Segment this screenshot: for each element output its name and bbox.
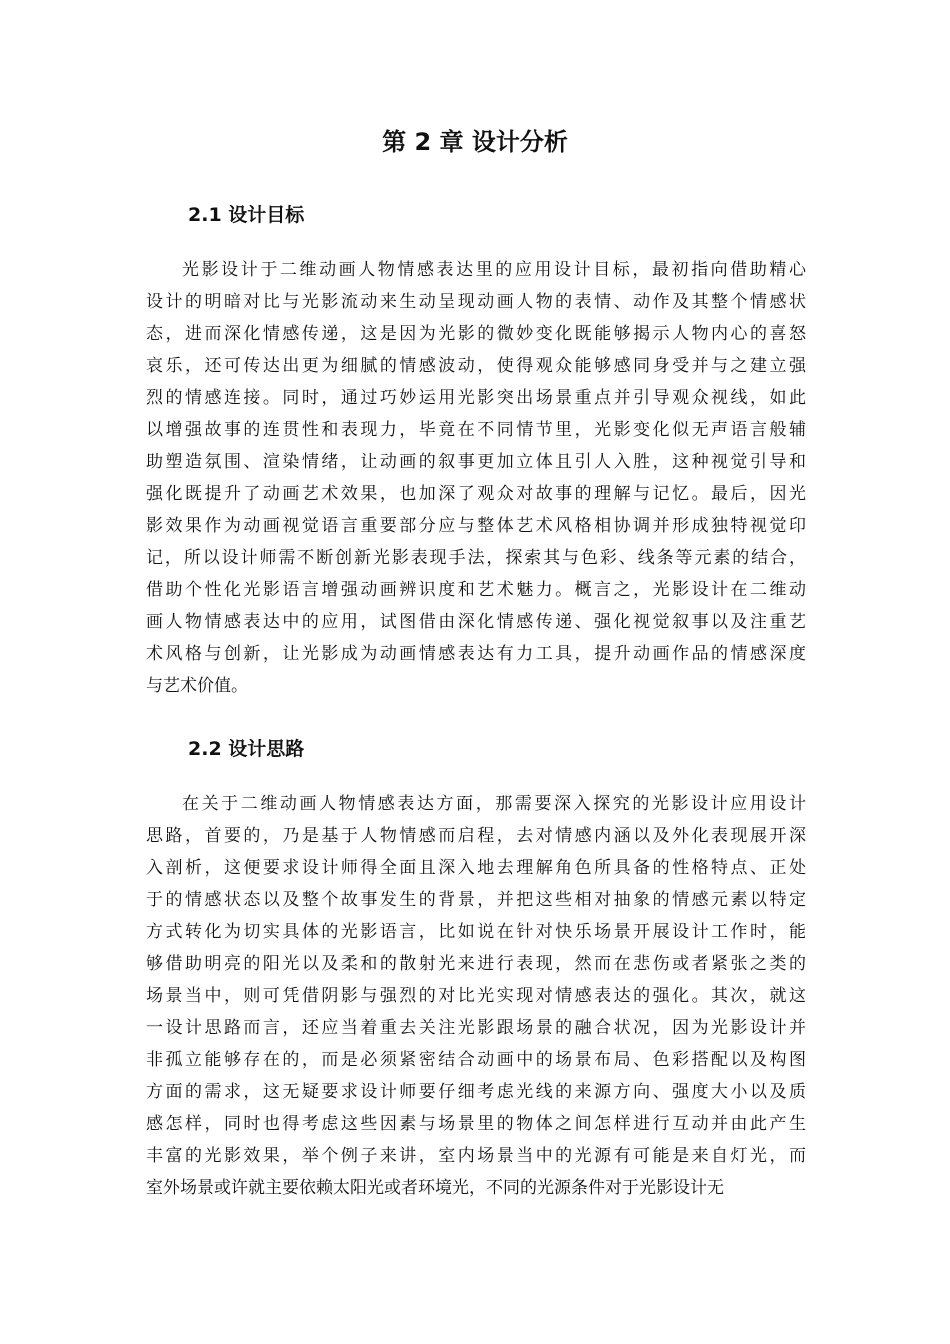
section-paragraph-design-approach (146, 788, 806, 1204)
paragraph-line: 场景当中，则可凭借阴影与强烈的对比光实现对情感表达的强化。其次，就这 (146, 986, 806, 1006)
paragraph-line: 借助个性化光影语言增强动画辨识度和艺术魅力。概言之，光影设计在二维动 (146, 580, 806, 600)
paragraph-line: 一设计思路而言，还应当着重去关注光影跟场景的融合状况，因为光影设计并 (146, 1018, 806, 1038)
paragraph-line: 在关于二维动画人物情感表达方面，那需要深入探究的光影设计应用设计 (182, 794, 806, 814)
chapter-title: 第 2 章 设计分析 (382, 128, 568, 156)
paragraph-line: 术风格与创新，让光影成为动画情感表达有力工具，提升动画作品的情感深度 (146, 644, 806, 664)
paragraph-line: 助塑造氛围、渲染情绪，让动画的叙事更加立体且引人入胜，这种视觉引导和 (146, 452, 806, 472)
paragraph-line: 烈的情感连接。同时，通过巧妙运用光影突出场景重点并引导观众视线，如此 (146, 388, 806, 408)
paragraph-line: 态，进而深化情感传递，这是因为光影的微妙变化既能够揭示人物内心的喜怒 (146, 324, 806, 344)
paragraph-line: 以增强故事的连贯性和表现力，毕竟在不同情节里，光影变化似无声语言般辅 (146, 420, 806, 440)
paragraph-line: 思路，首要的，乃是基于人物情感而启程，去对情感内涵以及外化表现展开深 (146, 826, 806, 846)
paragraph-line: 够借助明亮的阳光以及柔和的散射光来进行表现，然而在悲伤或者紧张之类的 (146, 954, 806, 974)
paragraph-line: 入剖析，这便要求设计师得全面且深入地去理解角色所具备的性格特点、正处 (146, 858, 806, 878)
paragraph-line: 影效果作为动画视觉语言重要部分应与整体艺术风格相协调并形成独特视觉印 (146, 516, 806, 536)
section-heading-design-goal: 2.1 设计目标 (188, 204, 305, 226)
paragraph-line: 方式转化为切实具体的光影语言，比如说在针对快乐场景开展设计工作时，能 (146, 922, 806, 942)
section-heading-design-approach: 2.2 设计思路 (188, 738, 305, 760)
paragraph-line: 与艺术价值。 (146, 676, 248, 696)
paragraph-line: 哀乐，还可传达出更为细腻的情感波动，使得观众能够感同身受并与之建立强 (146, 356, 806, 376)
paragraph-line: 设计的明暗对比与光影流动来生动呈现动画人物的表情、动作及其整个情感状 (146, 292, 806, 312)
section-paragraph-design-goal (146, 254, 806, 702)
paragraph-line: 于的情感状态以及整个故事发生的背景，并把这些相对抽象的情感元素以特定 (146, 890, 806, 910)
paragraph-line: 画人物情感表达中的应用，试图借由深化情感传递、强化视觉叙事以及注重艺 (146, 612, 806, 632)
paragraph-line: 室外场景或许就主要依赖太阳光或者环境光，不同的光源条件对于光影设计无 (146, 1178, 724, 1198)
paragraph-line: 非孤立能够存在的，而是必须紧密结合动画中的场景布局、色彩搭配以及构图 (146, 1050, 806, 1070)
paragraph-line: 方面的需求，这无疑要求设计师要仔细考虑光线的来源方向、强度大小以及质 (146, 1082, 806, 1102)
paragraph-line: 丰富的光影效果，举个例子来讲，室内场景当中的光源有可能是来自灯光，而 (146, 1146, 806, 1166)
paragraph-line: 光影设计于二维动画人物情感表达里的应用设计目标，最初指向借助精心 (182, 260, 806, 280)
paragraph-line: 强化既提升了动画艺术效果，也加深了观众对故事的理解与记忆。最后，因光 (146, 484, 806, 504)
paragraph-line: 记，所以设计师需不断创新光影表现手法，探索其与色彩、线条等元素的结合， (146, 548, 806, 568)
paragraph-line: 感怎样，同时也得考虑这些因素与场景里的物体之间怎样进行互动并由此产生 (146, 1114, 806, 1134)
